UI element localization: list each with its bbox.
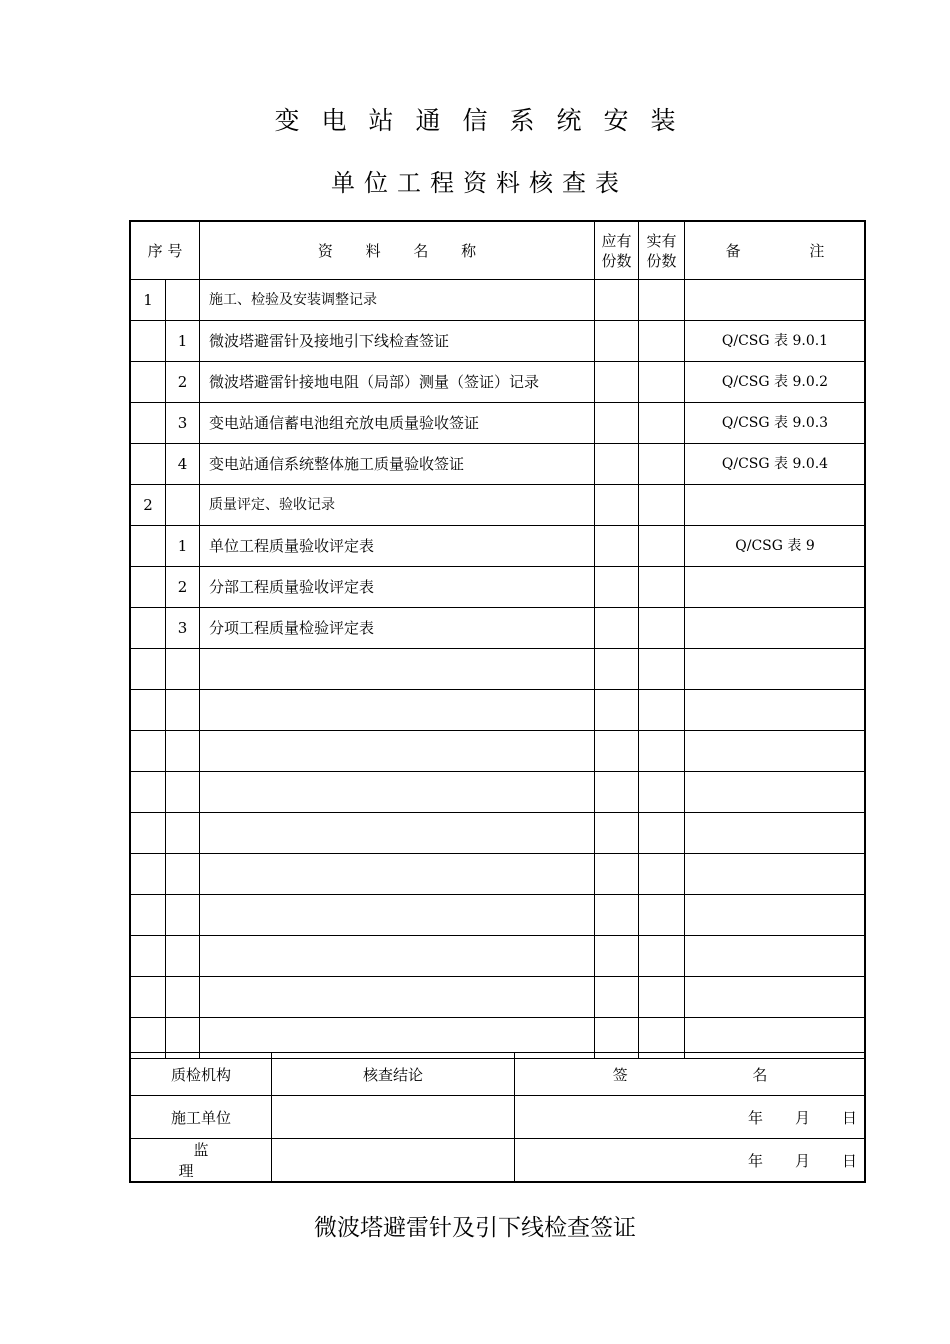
row-required-count[interactable]: [595, 444, 639, 485]
row-seq-major: 1: [131, 280, 166, 321]
row-record-name: 微波塔避雷针接地电阻（局部）测量（签证）记录: [200, 362, 595, 403]
row-remark: [685, 608, 866, 649]
row-remark: [685, 280, 866, 321]
supervision-day: 日: [841, 1151, 857, 1170]
construction-signature-cell[interactable]: [515, 1096, 866, 1139]
row-seq-major: [131, 403, 166, 444]
row-required-count[interactable]: [595, 895, 639, 936]
row-record-name: 单位工程质量验收评定表: [200, 526, 595, 567]
table-row: [131, 485, 866, 526]
row-required-count[interactable]: [595, 321, 639, 362]
header-name: 资 料 名 称: [200, 222, 595, 280]
row-required-count[interactable]: [595, 854, 639, 895]
row-remark: [685, 567, 866, 608]
row-remark: Q/CSG 表 9.0.2: [685, 362, 866, 403]
row-seq-minor: 3: [166, 403, 200, 444]
row-actual-count[interactable]: [639, 526, 685, 567]
row-required-count[interactable]: [595, 936, 639, 977]
supervision-label: 监 理: [131, 1139, 272, 1182]
row-remark: [685, 936, 866, 977]
row-seq-minor: [166, 649, 200, 690]
table-row: [131, 321, 866, 362]
row-actual-count[interactable]: [639, 977, 685, 1018]
row-actual-count[interactable]: [639, 567, 685, 608]
row-seq-major: [131, 731, 166, 772]
supervision-year: 年: [747, 1151, 763, 1170]
row-seq-minor: [166, 690, 200, 731]
table-row: [131, 854, 866, 895]
row-remark: Q/CSG 表 9: [685, 526, 866, 567]
row-record-name: [200, 977, 595, 1018]
row-seq-major: [131, 608, 166, 649]
table-row: [131, 444, 866, 485]
signature-label: 签 名: [515, 1053, 866, 1096]
row-required-count[interactable]: [595, 280, 639, 321]
row-remark: Q/CSG 表 9.0.1: [685, 321, 866, 362]
row-remark: [685, 649, 866, 690]
row-seq-minor: 4: [166, 444, 200, 485]
row-seq-major: [131, 526, 166, 567]
row-record-name: [200, 854, 595, 895]
supervision-signature-cell[interactable]: [515, 1139, 866, 1182]
row-seq-major: [131, 936, 166, 977]
signature-table: [130, 1052, 866, 1182]
table-row: [131, 649, 866, 690]
row-record-name: [200, 731, 595, 772]
row-required-count[interactable]: [595, 485, 639, 526]
row-required-count[interactable]: [595, 567, 639, 608]
row-record-name: [200, 936, 595, 977]
row-required-count[interactable]: [595, 772, 639, 813]
row-seq-major: [131, 690, 166, 731]
row-record-name: 分部工程质量验收评定表: [200, 567, 595, 608]
construction-label: 施工单位: [131, 1096, 272, 1139]
row-seq-minor: 1: [166, 321, 200, 362]
row-seq-minor: [166, 854, 200, 895]
table-row: [131, 731, 866, 772]
row-seq-minor: [166, 977, 200, 1018]
header-required-bottom: 份数: [601, 251, 632, 270]
row-seq-minor: [166, 813, 200, 854]
row-actual-count[interactable]: [639, 608, 685, 649]
row-record-name: 变电站通信系统整体施工质量验收签证: [200, 444, 595, 485]
construction-day: 日: [841, 1108, 857, 1127]
row-actual-count[interactable]: [639, 403, 685, 444]
row-seq-minor: [166, 895, 200, 936]
row-remark: Q/CSG 表 9.0.3: [685, 403, 866, 444]
row-record-name: 施工、检验及安装调整记录: [200, 280, 595, 321]
row-remark: [685, 813, 866, 854]
document-title-line1: 变电站通信系统安装: [274, 106, 698, 135]
row-actual-count[interactable]: [639, 895, 685, 936]
document-title-line2: 单位工程资料核查表: [331, 169, 628, 197]
row-record-name: 微波塔避雷针及接地引下线检查签证: [200, 321, 595, 362]
row-remark: [685, 485, 866, 526]
table-row: [131, 280, 866, 321]
construction-conclusion-cell[interactable]: [272, 1096, 515, 1139]
row-seq-major: [131, 362, 166, 403]
table-row: [131, 690, 866, 731]
header-actual-bottom: 份数: [646, 251, 677, 270]
row-seq-minor: [166, 731, 200, 772]
row-seq-major: [131, 444, 166, 485]
row-actual-count[interactable]: [639, 362, 685, 403]
row-remark: Q/CSG 表 9.0.4: [685, 444, 866, 485]
construction-year: 年: [747, 1108, 763, 1127]
next-page-caption: 微波塔避雷针及引下线检查签证: [314, 1215, 636, 1241]
row-actual-count[interactable]: [639, 444, 685, 485]
table-row: [131, 362, 866, 403]
row-required-count[interactable]: [595, 977, 639, 1018]
row-seq-major: [131, 813, 166, 854]
header-required-count: [595, 222, 639, 280]
row-required-count[interactable]: [595, 526, 639, 567]
row-seq-major: [131, 854, 166, 895]
header-actual-count: [639, 222, 685, 280]
table-row: [131, 936, 866, 977]
row-seq-minor: 2: [166, 567, 200, 608]
header-required-top: 应有: [601, 231, 632, 250]
row-record-name: [200, 649, 595, 690]
row-record-name: 分项工程质量检验评定表: [200, 608, 595, 649]
row-seq-major: [131, 772, 166, 813]
table-row: [131, 608, 866, 649]
row-required-count[interactable]: [595, 731, 639, 772]
supervision-conclusion-cell[interactable]: [272, 1139, 515, 1182]
row-remark: [685, 690, 866, 731]
row-seq-major: [131, 567, 166, 608]
row-remark: [685, 977, 866, 1018]
row-seq-major: [131, 321, 166, 362]
row-required-count[interactable]: [595, 362, 639, 403]
records-check-table: [130, 221, 866, 1059]
row-record-name: [200, 813, 595, 854]
table-row: [131, 567, 866, 608]
row-seq-minor: [166, 485, 200, 526]
construction-row: [131, 1096, 866, 1139]
row-required-count[interactable]: [595, 608, 639, 649]
row-seq-minor: 1: [166, 526, 200, 567]
row-actual-count[interactable]: [639, 772, 685, 813]
supervision-row: [131, 1139, 866, 1182]
row-actual-count[interactable]: [639, 649, 685, 690]
row-actual-count[interactable]: [639, 854, 685, 895]
table-header-row: [131, 222, 866, 280]
row-seq-minor: [166, 936, 200, 977]
row-record-name: 变电站通信蓄电池组充放电质量验收签证: [200, 403, 595, 444]
table-row: [131, 977, 866, 1018]
row-remark: [685, 772, 866, 813]
row-seq-minor: 3: [166, 608, 200, 649]
conclusion-label: 核查结论: [272, 1053, 515, 1096]
table-row: [131, 895, 866, 936]
signature-header-row: [131, 1053, 866, 1096]
header-actual-top: 实有: [646, 231, 677, 250]
header-seq: 序 号: [131, 222, 200, 280]
row-actual-count[interactable]: [639, 280, 685, 321]
table-row: [131, 813, 866, 854]
row-seq-major: [131, 977, 166, 1018]
row-seq-minor: [166, 772, 200, 813]
row-actual-count[interactable]: [639, 813, 685, 854]
table-row: [131, 772, 866, 813]
header-remark: 备 注: [685, 222, 866, 280]
row-record-name: [200, 895, 595, 936]
table-row: [131, 526, 866, 567]
row-required-count[interactable]: [595, 403, 639, 444]
row-actual-count[interactable]: [639, 321, 685, 362]
row-actual-count[interactable]: [639, 485, 685, 526]
row-remark: [685, 731, 866, 772]
row-required-count[interactable]: [595, 813, 639, 854]
row-seq-major: 2: [131, 485, 166, 526]
row-remark: [685, 895, 866, 936]
row-record-name: [200, 690, 595, 731]
org-label: 质检机构: [131, 1053, 272, 1096]
row-remark: [685, 854, 866, 895]
row-seq-minor: 2: [166, 362, 200, 403]
table-row: [131, 403, 866, 444]
row-actual-count[interactable]: [639, 936, 685, 977]
row-required-count[interactable]: [595, 649, 639, 690]
construction-month: 月: [794, 1108, 810, 1127]
row-actual-count[interactable]: [639, 690, 685, 731]
row-record-name: [200, 772, 595, 813]
row-seq-major: [131, 895, 166, 936]
supervision-month: 月: [794, 1151, 810, 1170]
row-seq-major: [131, 649, 166, 690]
row-actual-count[interactable]: [639, 731, 685, 772]
row-seq-minor: [166, 280, 200, 321]
row-record-name: 质量评定、验收记录: [200, 485, 595, 526]
row-required-count[interactable]: [595, 690, 639, 731]
